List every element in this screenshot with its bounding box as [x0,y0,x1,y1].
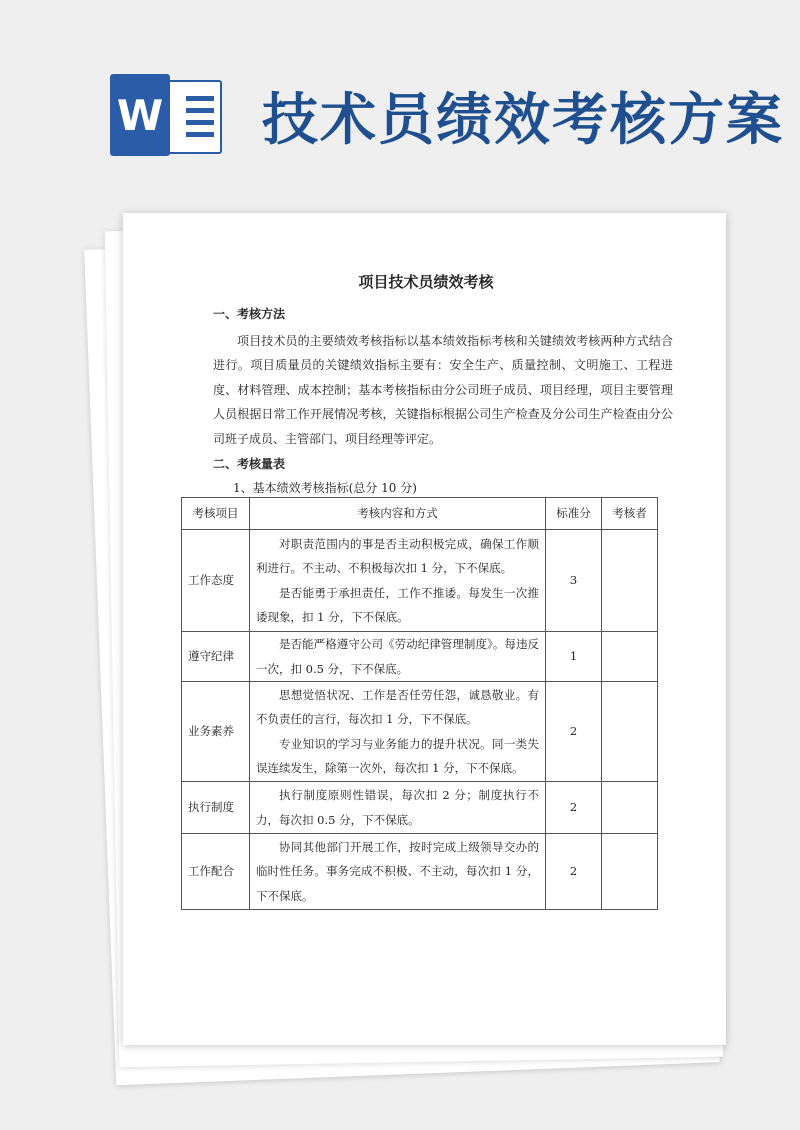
row-score: 3 [546,530,602,632]
row-score: 2 [546,682,602,782]
banner [0,0,800,190]
row-assessor [602,682,658,782]
row-assessor [602,632,658,682]
row-score: 1 [546,632,602,682]
row-score: 2 [546,782,602,834]
row-assessor [602,834,658,910]
kpi-table [181,497,658,910]
document-page [123,213,726,1045]
row-content: 协同其他部门开展工作，按时完成上级领导交办的临时性任务。事务完成不积极、不主动，每次扣 1 分，下不保底。 [250,834,546,910]
section-heading-method: 一、考核方法 [213,307,286,321]
word-letter: W [110,74,170,156]
section-heading-scale: 二、考核量表 [213,457,286,471]
row-score: 2 [546,834,602,910]
row-item: 工作配合 [182,834,250,910]
table-caption: 1、基本绩效考核指标(总分 10 分) [233,481,417,495]
table-row [182,682,658,782]
row-content: 思想觉悟状况、工作是否任劳任怨，诚恳敬业。有不负责任的言行，每次扣 1 分，下不保底。 专业知识的学习与业务能力的提升状况。同一类失误连续发生，除第一次外，每次扣 1 分，下不保底。 [250,682,546,782]
row-item: 遵守纪律 [182,632,250,682]
row-content: 对职责范围内的事是否主动积极完成，确保工作顺利进行。不主动、不积极每次扣 1 分，下不保底。 是否能勇于承担责任，工作不推诿。每发生一次推诿现象，扣 1 分，下不保底。 [250,530,546,632]
header-content: 考核内容和方式 [250,498,546,530]
document-title: 项目技术员绩效考核 [358,273,494,291]
word-document-icon [110,74,222,156]
table-row [182,782,658,834]
row-content: 执行制度原则性错误，每次扣 2 分；制度执行不力，每次扣 0.5 分，下不保底。 [250,782,546,834]
table-row [182,530,658,632]
header-assessor: 考核者 [602,498,658,530]
row-assessor [602,530,658,632]
banner-title: 技术员绩效考核方案 [262,88,784,153]
header-score: 标准分 [546,498,602,530]
row-assessor [602,782,658,834]
method-paragraph: 项目技术员的主要绩效考核指标以基本绩效指标考核和关键绩效考核两种方式结合进行。项目质量员的关键绩效指标主要有：安全生产、质量控制、文明施工、工程进度、材料管理、成本控制；基本考核指标由分公司班子成员、项目经理，项目主要管理人员根据日常工作开展情况考核，关键指标根据公司生产检查及分公司生产检查由分公司班子成员、主管部门、项目经理等评定。 [213,334,673,446]
table-row [182,632,658,682]
header-item: 考核项目 [182,498,250,530]
row-item: 工作态度 [182,530,250,632]
table-header-row [182,498,658,530]
row-content: 是否能严格遵守公司《劳动纪律管理制度》。每违反一次，扣 0.5 分，下不保底。 [250,632,546,682]
row-item: 业务素养 [182,682,250,782]
table-row [182,834,658,910]
row-item: 执行制度 [182,782,250,834]
